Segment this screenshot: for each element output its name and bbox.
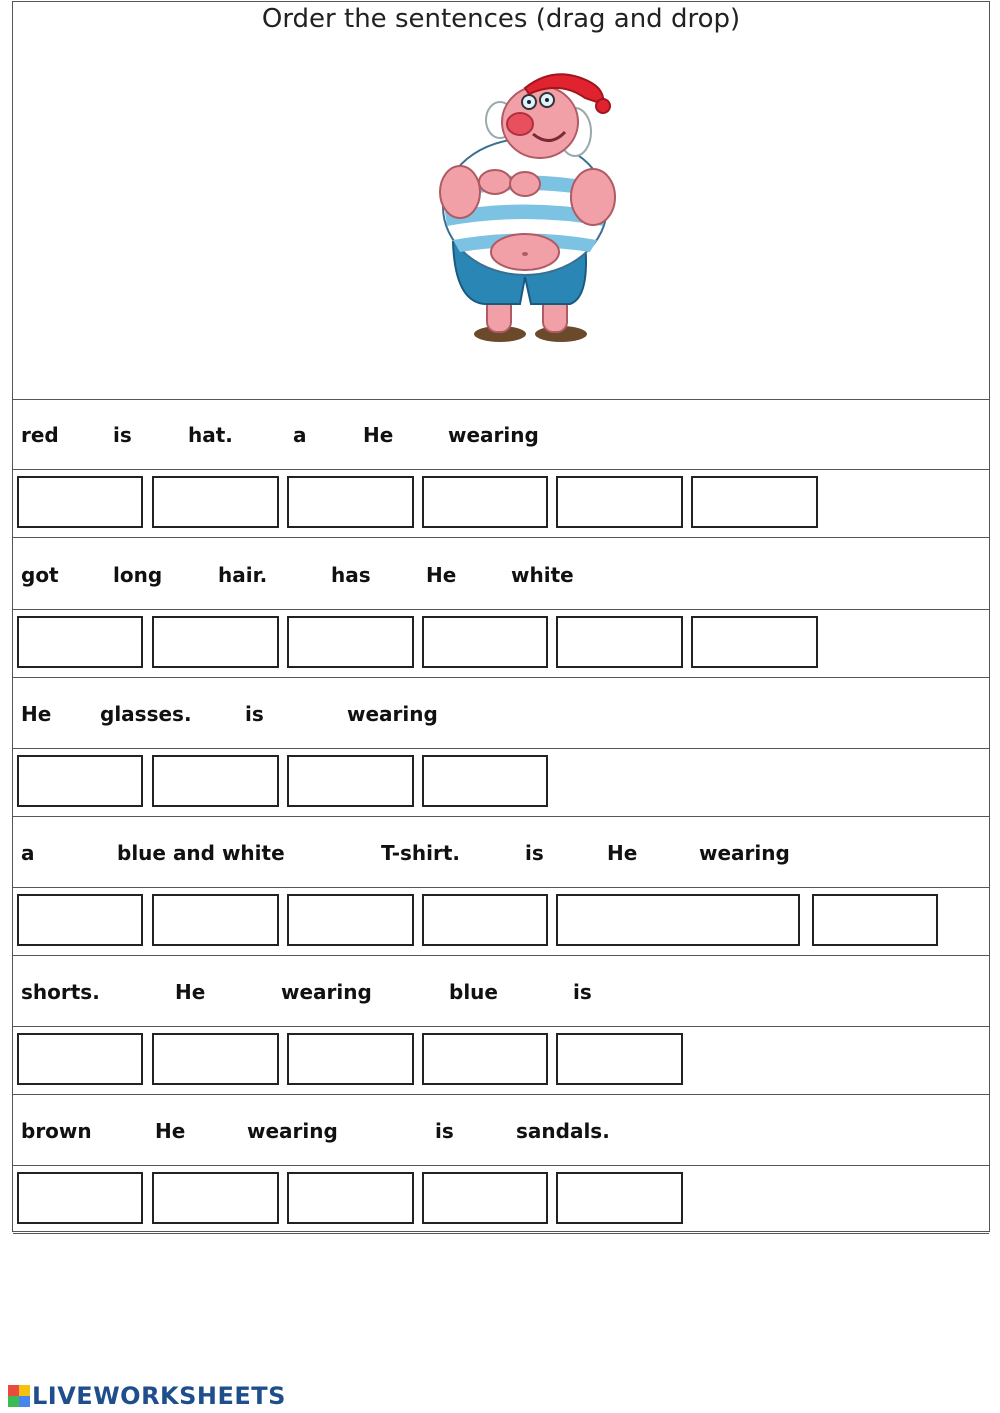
draggable-word[interactable]: He — [21, 702, 52, 726]
drop-box[interactable] — [287, 1172, 414, 1224]
draggable-word[interactable]: has — [331, 563, 371, 587]
draggable-word[interactable]: is — [525, 841, 544, 865]
draggable-word[interactable]: hair. — [218, 563, 268, 587]
drop-box[interactable] — [556, 476, 683, 528]
drop-box[interactable] — [422, 894, 548, 946]
drop-zone-row — [13, 888, 989, 956]
draggable-word[interactable]: is — [245, 702, 264, 726]
word-bank-row — [13, 1095, 989, 1166]
drop-box[interactable] — [152, 1033, 279, 1085]
worksheet — [12, 1, 990, 1232]
drop-box[interactable] — [287, 616, 414, 668]
drop-box[interactable] — [691, 616, 818, 668]
word-bank-row — [13, 956, 989, 1027]
draggable-word[interactable]: is — [573, 980, 592, 1004]
brand-name: LIVEWORKSHEETS — [32, 1382, 286, 1410]
drop-box[interactable] — [17, 616, 143, 668]
liveworksheets-logo-icon — [8, 1385, 30, 1407]
drop-box[interactable] — [152, 894, 279, 946]
word-bank-row — [13, 539, 989, 610]
draggable-word[interactable]: got — [21, 563, 59, 587]
draggable-word[interactable]: sandals. — [516, 1119, 610, 1143]
draggable-word[interactable]: is — [435, 1119, 454, 1143]
drop-zone-row — [13, 1166, 989, 1234]
draggable-word[interactable]: wearing — [281, 980, 372, 1004]
drop-box[interactable] — [17, 894, 143, 946]
draggable-word[interactable]: He — [155, 1119, 186, 1143]
drop-box[interactable] — [422, 476, 548, 528]
drop-box[interactable] — [152, 616, 279, 668]
drop-box[interactable] — [287, 755, 414, 807]
draggable-word[interactable]: hat. — [188, 423, 233, 447]
draggable-word[interactable]: glasses. — [100, 702, 192, 726]
drop-zone-row — [13, 470, 989, 538]
draggable-word[interactable]: a — [293, 423, 307, 447]
drop-box[interactable] — [422, 1033, 548, 1085]
draggable-word[interactable]: shorts. — [21, 980, 100, 1004]
drop-zone-row — [13, 749, 989, 817]
drop-box[interactable] — [17, 1172, 143, 1224]
draggable-word[interactable]: wearing — [247, 1119, 338, 1143]
drop-zone-row — [13, 1027, 989, 1095]
drop-box[interactable] — [812, 894, 938, 946]
drop-box[interactable] — [691, 476, 818, 528]
draggable-word[interactable]: wearing — [699, 841, 790, 865]
draggable-word[interactable]: brown — [21, 1119, 92, 1143]
drop-box[interactable] — [17, 1033, 143, 1085]
drop-box[interactable] — [556, 894, 800, 946]
word-bank-row — [13, 678, 989, 749]
draggable-word[interactable]: He — [363, 423, 394, 447]
draggable-word[interactable]: wearing — [347, 702, 438, 726]
draggable-word[interactable]: a — [21, 841, 35, 865]
drop-box[interactable] — [287, 476, 414, 528]
footer — [8, 1382, 286, 1410]
draggable-word[interactable]: long — [113, 563, 163, 587]
draggable-word[interactable]: He — [426, 563, 457, 587]
word-bank-row — [13, 399, 989, 470]
draggable-word[interactable]: He — [175, 980, 206, 1004]
drop-box[interactable] — [556, 1033, 683, 1085]
header-area — [13, 2, 989, 400]
drop-zone-row — [13, 610, 989, 678]
drop-box[interactable] — [422, 616, 548, 668]
word-bank-row — [13, 817, 989, 888]
drop-box[interactable] — [152, 476, 279, 528]
drop-box[interactable] — [287, 1033, 414, 1085]
drop-box[interactable] — [422, 1172, 548, 1224]
drop-box[interactable] — [287, 894, 414, 946]
draggable-word[interactable]: blue and white — [117, 841, 285, 865]
drop-box[interactable] — [556, 1172, 683, 1224]
draggable-word[interactable]: red — [21, 423, 59, 447]
page-title: Order the sentences (drag and drop) — [261, 4, 741, 34]
draggable-word[interactable]: wearing — [448, 423, 539, 447]
drop-box[interactable] — [556, 616, 683, 668]
draggable-word[interactable]: T-shirt. — [381, 841, 461, 865]
drop-box[interactable] — [152, 1172, 279, 1224]
draggable-word[interactable]: He — [607, 841, 638, 865]
pirate-illustration — [425, 72, 625, 352]
drop-box[interactable] — [422, 755, 548, 807]
draggable-word[interactable]: blue — [449, 980, 498, 1004]
drop-box[interactable] — [17, 755, 143, 807]
drop-box[interactable] — [152, 755, 279, 807]
draggable-word[interactable]: white — [511, 563, 574, 587]
drop-box[interactable] — [17, 476, 143, 528]
draggable-word[interactable]: is — [113, 423, 132, 447]
